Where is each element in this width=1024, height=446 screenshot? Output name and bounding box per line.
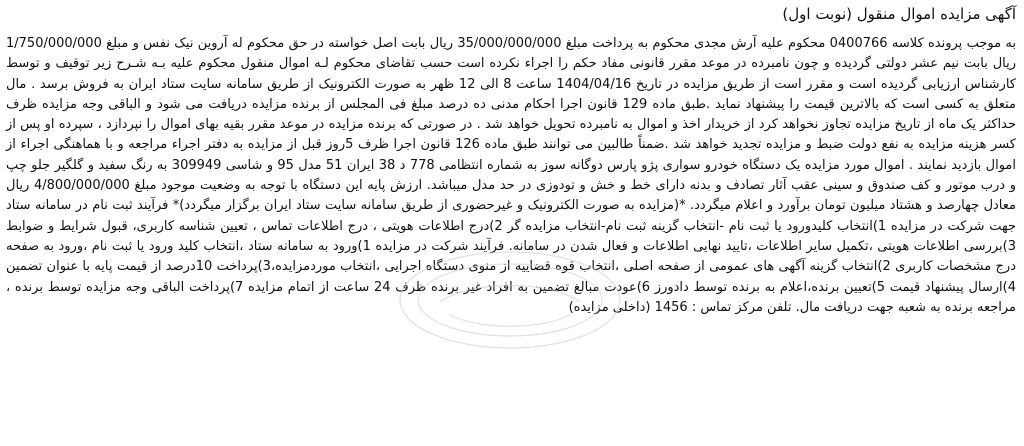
auction-notice [6,4,1016,444]
notice-title: آگهی مزایده اموال منقول (نوبت اول) [782,5,1016,23]
notice-body: به موجب پرونده کلاسه 0400766 محکوم علیه آرش مجدی محکوم به پرداخت مبلغ 35/000/000/000 ریال بابت اصل خواسته در حق محکوم له آروین نیک نفس و مبلغ 1/750/000/000 ریال بابت نیم عشر دولتی گردیده و چون نامبرده در موعد مقرر قانونی مفاد حکم را اجراء نکرده است حسب تقاضای محکوم لـه اموال منقول محکوم علیه بـه شـرح زیر توقیف و توسط کارشناس ارزیابی گردیده است و مقرر است از طریق مزایده در تاریخ 1404/04/16 ساعت 8 الی 12 ظهر به صورت الکترونیک از طریق سامانه سایت ستاد ایران به فروش برسد . مال متعلق به کسی است که بالاترین قیمت را پیشنهاد نماید .طبق ماده 129 قانون اجرا احکام مدنی ده درصد مبلغ فی المجلس از برنده مزایده دریافت می شود و الباقی وجه مزایده ظرف حداکثر یک ماه از تاریخ مزایده تجاوز نخواهد کرد از خریدار اخذ و اموال به نامبرده تحویل خواهد شد . در صورتی که برنده مزایده در موعد مقرر بقیه بهای اموال را نپردازد ، سپرده او پس از کسر هزینه مزایده به نفع دولت ضبط و مزایده تجدید خواهد شد .ضمناً طالبین می توانند طبق ماده 126 قانون اجرا ظرف 5روز قبل از مزایده به دفتر اجراء مراجعه و با هماهنگی اجراء از اموال بازدید نمایند . اموال مورد مزایده یک دستگاه خودرو سواری پژو پارس دوگانه سوز به شماره انتظامی 778 د 38 ایران 51 مدل 95 و شاسی 309949 به رنگ سفید و گلگیر جلو چپ و درب موتور و کف صندوق و سینی عقب آثار تصادف و بدنه دارای خط و خش و تودوزی در حد مدل میباشد. ارزش پایه این دستگاه با توجه به وضعیت موجود مبلغ 4/800/000/000 ریال معادل چهارصد و هشتاد میلیون تومان برآورد و اعلام میگردد. *(مزایده به صورت الکترونیک و غیرحضوری از طریق سامانه سایت ستاد ایران برگزار میگردد)* فرآیند ثبت نام در سامانه ستاد جهت شرکت در مزایده 1)انتخاب کلیدورود یا ثبت نام -انتخاب گزینه ثبت نام-انتخاب مزایده گر 2)درج اطلاعات هویتی ، درج اطلاعات تماس ، تعیین شناسه کاربری، قبول شرایط و ضوابط 3)بررسی اطلاعات هویتی ،تکمیل سایر اطلاعات ،تایید نهایی اطلاعات و فعال شدن در سامانه. فرآیند شرکت در مزایده 1)ورود به سامانه ستاد ،انتخاب کلید ورود یا ثبت نام ،ورود به صفحه درج مشخصات کاربری 2)انتخاب گزینه آگهی های عمومی از صفحه اصلی ،انتخاب قوه قضاییه از منوی دستگاه اجرایی ،انتخاب موردمزایده،3)پرداخت 10درصد از قیمت پایه با عنوان تضمین 4)ارسال پیشنهاد قیمت 5)تعیین برنده،اعلام به برنده توسط دادورز 6)عودت مبالغ تضمین به افراد غیر برنده ظرف 24 ساعت از اتمام مزایده 7)پرداخت الباقی وجه مزایده توسط برنده ، مراجعه برنده به شعبه جهت دریافت مال. تلفن مرکز تماس : 1456 (داخلی مزایده) [6,36,1017,315]
